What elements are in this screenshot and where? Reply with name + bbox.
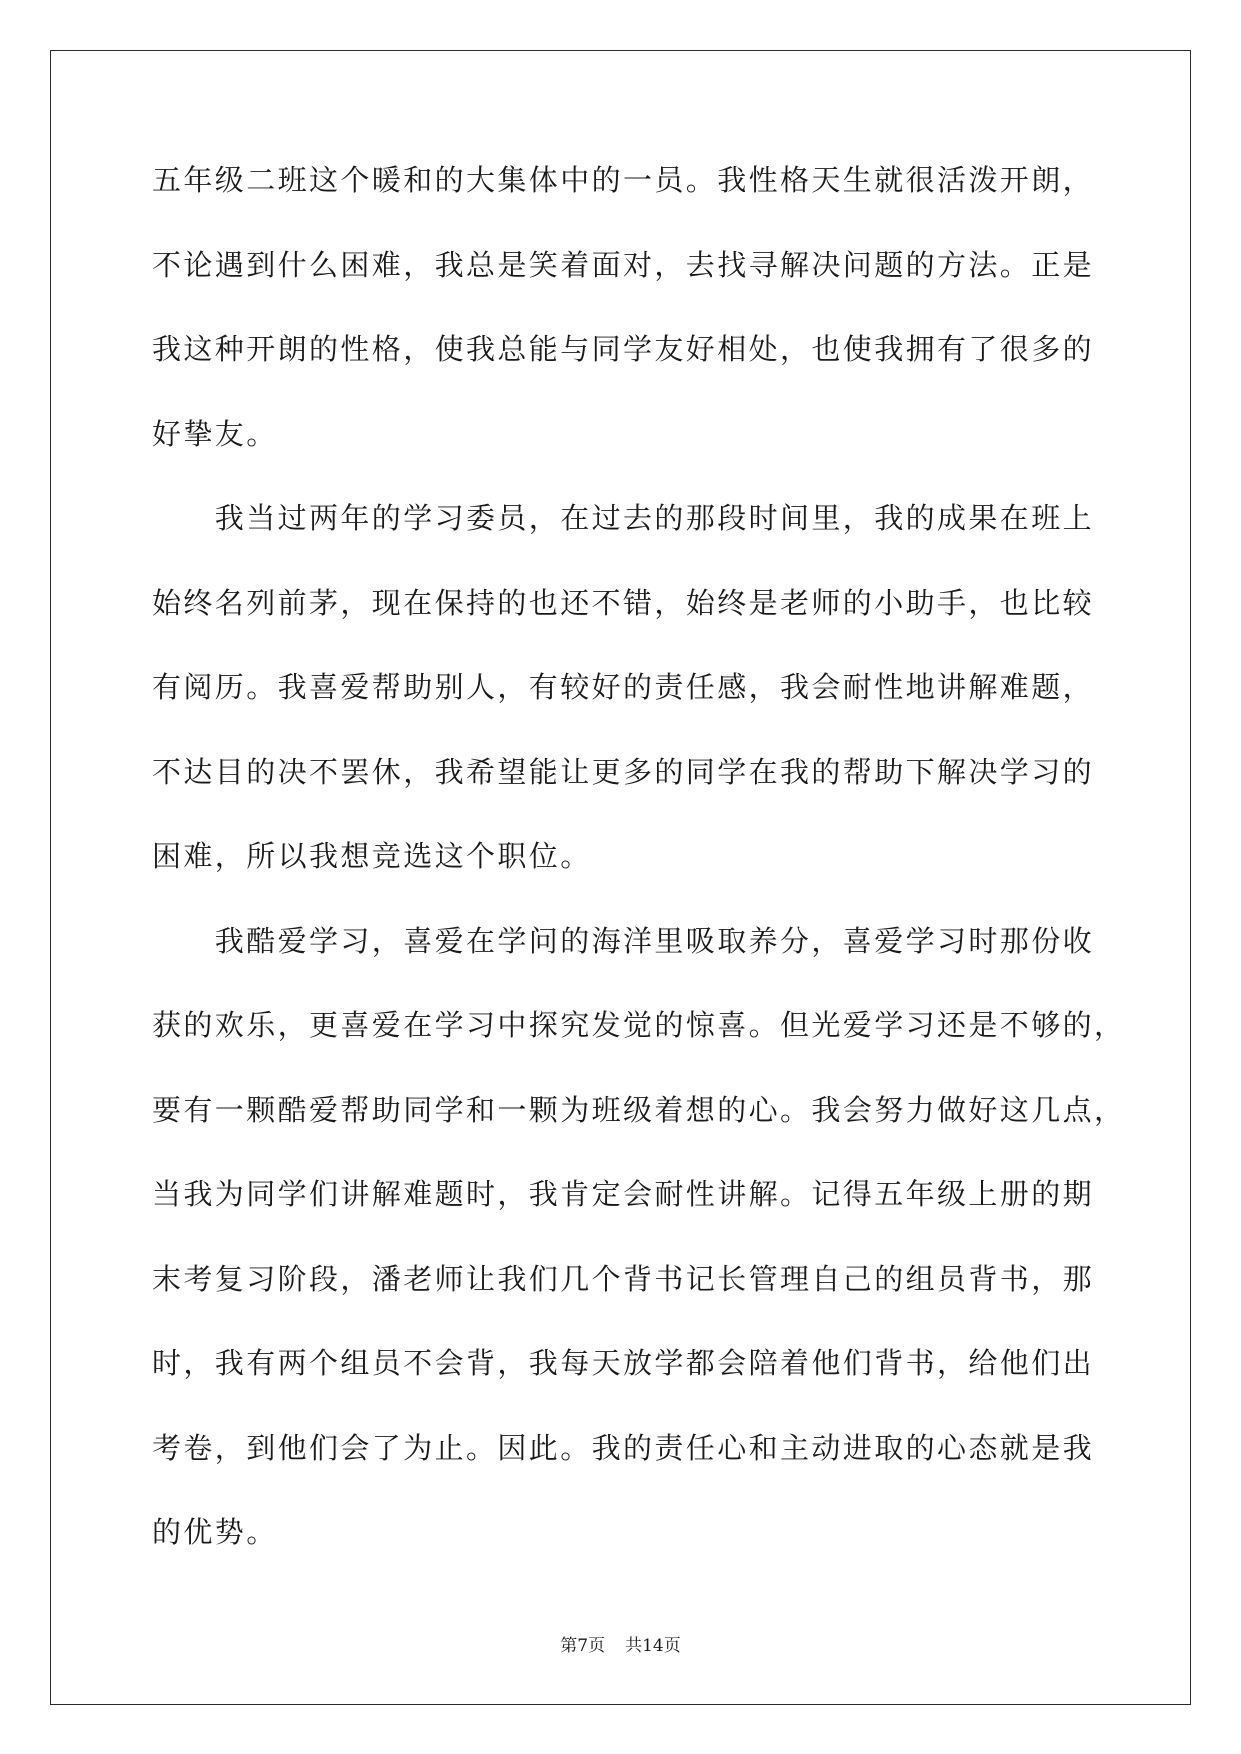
text-line: 有阅历。我喜爱帮助别人，有较好的责任感，我会耐性地讲解难题， [152, 670, 1095, 704]
text-line: 我这种开朗的性格，使我总能与同学友好相处，也使我拥有了很多的 [152, 332, 1095, 366]
text-line: 的优势。 [152, 1515, 278, 1549]
text-line: 时，我有两个组员不会背，我每天放学都会陪着他们背书，给他们出 [152, 1346, 1095, 1380]
text-line: 始终名列前茅，现在保持的也还不错，始终是老师的小助手，也比较 [152, 585, 1095, 620]
text-line: 好挚友。 [152, 416, 278, 451]
text-line: 不达目的决不罢休，我希望能让更多的同学在我的帮助下解决学习的 [152, 754, 1095, 789]
text-line: 不论遇到什么困难，我总是笑着面对，去找寻解决问题的方法。正是 [152, 247, 1095, 282]
body-text [152, 152, 1126, 1589]
text-line: 末考复习阶段，潘老师让我们几个背书记长管理自己的组员背书，那 [152, 1261, 1095, 1296]
text-line: 五年级二班这个暖和的大集体中的一员。我性格天生就很活泼开朗， [152, 163, 1095, 197]
text-line: 获的欢乐，更喜爱在学习中探究发觉的惊喜。但光爱学习还是不够的， [152, 1008, 1126, 1042]
text-line: 我当过两年的学习委员，在过去的那段时间里，我的成果在班上 [152, 501, 1095, 535]
text-line: 困难，所以我想竞选这个职位。 [152, 839, 592, 873]
text-line: 当我为同学们讲解难题时，我肯定会耐性讲解。记得五年级上册的期 [152, 1177, 1095, 1211]
text-line: 我酷爱学习，喜爱在学问的海洋里吸取养分，喜爱学习时那份收 [152, 923, 1095, 958]
text-line: 考卷，到他们会了为止。因此。我的责任心和主动进取的心态就是我 [152, 1430, 1095, 1465]
text-line: 要有一颗酷爱帮助同学和一颗为班级着想的心。我会努力做好这几点， [152, 1092, 1126, 1127]
page-footer [0, 1634, 1241, 1658]
page-number-current: 第7页 [560, 1636, 606, 1656]
page-number-total: 共14页 [625, 1636, 681, 1656]
